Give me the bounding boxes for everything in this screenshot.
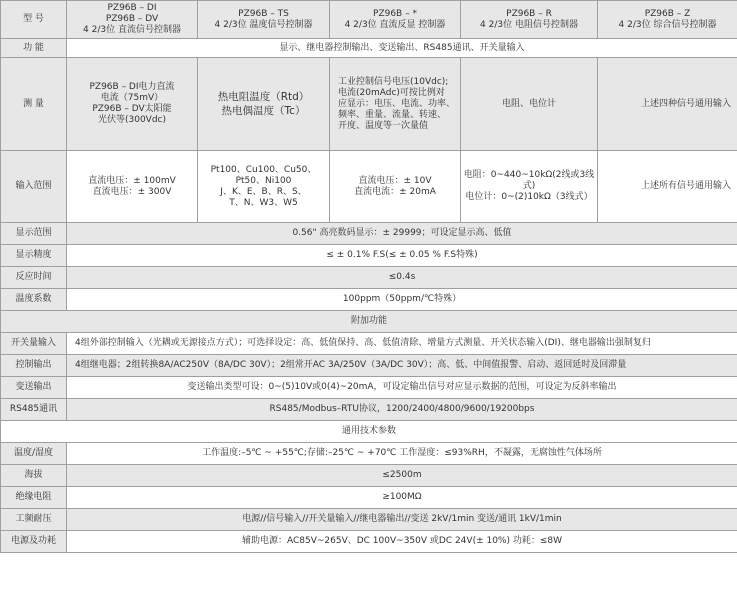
input-ts: Pt100、Cu100、Cu50、 Pt50、Ni100 J、K、E、B、R、S、 T、N、W3、W5	[198, 151, 330, 223]
power-consumption-row	[1, 531, 737, 553]
row-label-temperature-coefficient: 温度系数	[1, 289, 67, 311]
control-output-row	[1, 355, 737, 377]
input-star: 直流电压：± 10V 直流电流：± 20mA	[330, 151, 461, 223]
row-label-withstand-voltage: 工频耐压	[1, 509, 67, 531]
section-general-row	[1, 421, 737, 443]
response-time-value: ≤0.4s	[67, 267, 737, 289]
altitude-row	[1, 465, 737, 487]
insulation-resistance-value: ≥100MΩ	[67, 487, 737, 509]
input-di-dv: 直流电压：± 100mV 直流电压：± 300V	[67, 151, 198, 223]
section-additional-title: 附加功能	[1, 311, 737, 333]
model-ts: PZ96B – TS 4 2/3位 温度信号控制器	[198, 1, 330, 39]
input-z: 上述所有信号通用输入	[598, 151, 737, 223]
control-output-value: 4组继电器；2组转换8A/AC250V（8A/DC 30V）；2组常开AC 3A/250V（3A/DC 30V）；高、低、中间值报警、启动、返回延时及回滞量	[67, 355, 737, 377]
row-label-display-range: 显示范围	[1, 223, 67, 245]
power-consumption-value: 辅助电源：AC85V~265V、DC 100V~350V 或DC 24V(± 10%) 功耗：≤8W	[67, 531, 737, 553]
temperature-humidity-value: 工作温度:–5℃ ~ +55℃;存储:–25℃ ~ +70℃ 工作湿度：≤93%RH，不凝露，无腐蚀性气体场所	[67, 443, 737, 465]
temperature-humidity-row	[1, 443, 737, 465]
row-label-response-time: 反应时间	[1, 267, 67, 289]
model-star: PZ96B – * 4 2/3位 直流反显 控制器	[330, 1, 461, 39]
row-label-temperature-humidity: 温度/湿度	[1, 443, 67, 465]
row-label-altitude: 海拔	[1, 465, 67, 487]
transmit-output-value: 变送输出类型可设：0~(5)10V或0(4)~20mA，可设定输出信号对应显示数据的范围，可设定为反斜率输出	[67, 377, 737, 399]
measure-ts: 热电阻温度（Rtd） 热电偶温度（Tc）	[198, 58, 330, 151]
altitude-value: ≤2500m	[67, 465, 737, 487]
row-label-insulation-resistance: 绝缘电阻	[1, 487, 67, 509]
row-label-switch-input: 开关量输入	[1, 333, 67, 355]
row-label-transmit-output: 变送输出	[1, 377, 67, 399]
measure-z: 上述四种信号通用输入	[598, 58, 737, 151]
temperature-coefficient-value: 100ppm（50ppm/℃特殊）	[67, 289, 737, 311]
measure-di-dv: PZ96B – DI电力直流 电流（75mV） PZ96B – DV太阳能 光伏等(300Vdc)	[67, 58, 198, 151]
row-label-model: 型 号	[1, 1, 67, 39]
transmit-output-row	[1, 377, 737, 399]
display-accuracy-value: ≤ ± 0.1% F.S(≤ ± 0.05 % F.S特殊)	[67, 245, 737, 267]
temperature-coefficient-row	[1, 289, 737, 311]
insulation-resistance-row	[1, 487, 737, 509]
row-label-input-range: 输入范围	[1, 151, 67, 223]
row-label-function: 功 能	[1, 39, 67, 58]
display-range-value: 0.56" 高亮数码显示：± 29999；可设定显示高、低值	[67, 223, 737, 245]
measure-star: 工业控制信号电压(10Vdc); 电流(20mAdc)可按比例对 应显示：电压、电流、功率、 频率、重量、流量、转速、 开度、温度等一次量值	[330, 58, 461, 151]
row-label-control-output: 控制输出	[1, 355, 67, 377]
display-range-row	[1, 223, 737, 245]
row-label-display-accuracy: 显示精度	[1, 245, 67, 267]
withstand-voltage-value: 电源//信号输入//开关量输入//继电器输出//变送 2kV/1min 变送/通讯 1kV/1min	[67, 509, 737, 531]
measure-row	[1, 58, 737, 151]
input-r: 电阻：0~440~10kΩ(2线或3线式) 电位计：0~(2)10kΩ（3线式）	[461, 151, 598, 223]
model-di-dv: PZ96B – DI PZ96B – DV 4 2/3位 直流信号控制器	[67, 1, 198, 39]
rs485-row	[1, 399, 737, 421]
display-accuracy-row	[1, 245, 737, 267]
rs485-value: RS485/Modbus–RTU协议，1200/2400/4800/9600/19200bps	[67, 399, 737, 421]
section-additional-row	[1, 311, 737, 333]
model-header-row	[1, 1, 737, 39]
function-value: 显示、继电器控制输出、变送输出、RS485通讯、开关量输入	[67, 39, 737, 58]
response-time-row	[1, 267, 737, 289]
function-row	[1, 39, 737, 58]
switch-input-value: 4组外部控制输入（光耦或无源接点方式）；可选择设定：高、低值保持、高、低值清除、增量方式测量、开关状态输入(DI)、继电器输出强制复归	[67, 333, 737, 355]
row-label-rs485: RS485通讯	[1, 399, 67, 421]
row-label-power-consumption: 电源及功耗	[1, 531, 67, 553]
model-r: PZ96B – R 4 2/3位 电阻信号控制器	[461, 1, 598, 39]
model-z: PZ96B – Z 4 2/3位 综合信号控制器	[598, 1, 737, 39]
input-range-row	[1, 151, 737, 223]
withstand-voltage-row	[1, 509, 737, 531]
switch-input-row	[1, 333, 737, 355]
section-general-title: 通用技术参数	[1, 421, 737, 443]
row-label-measure: 测 量	[1, 58, 67, 151]
measure-r: 电阻、电位计	[461, 58, 598, 151]
